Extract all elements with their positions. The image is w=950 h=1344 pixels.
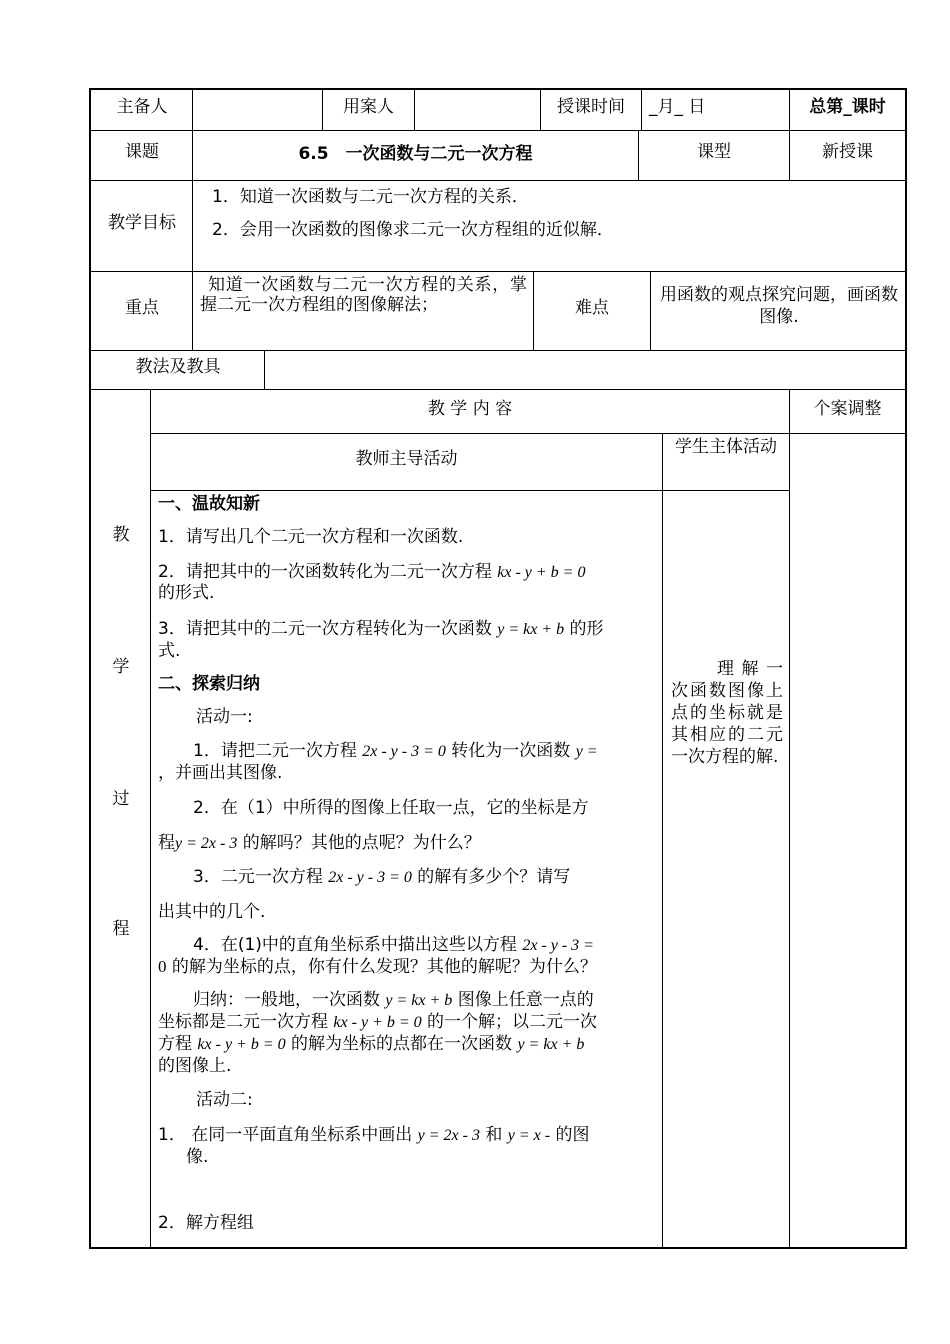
activity-one-item-3-tail: 出其中的几个.: [158, 902, 266, 922]
review-q2-tail: 的形式.: [158, 583, 215, 603]
process-char-1: 教: [112, 525, 130, 545]
date-field: _月_ 日: [649, 97, 706, 117]
methods-label: 教法及教具: [135, 357, 221, 377]
preparer-label: 主备人: [116, 97, 168, 117]
summary-line-4: 的图像上.: [158, 1056, 232, 1076]
goal-item-2: 2．会用一次函数的图像求二元一次方程组的近似解．: [212, 220, 614, 240]
summary-line-1: 归纳：一般地，一次函数 y = kx + b 图像上任意一点的: [193, 990, 594, 1010]
difficulty-label: 难点: [575, 298, 609, 318]
lesson-type-value: 新授课: [822, 142, 873, 162]
activity-one-item-3: 3．二元一次方程 2x - y - 3 = 0 的解有多少个？请写: [193, 867, 571, 887]
content-header: 教 学 内 容: [427, 399, 513, 419]
activity-two-item-1-tail: 像.: [186, 1147, 209, 1167]
process-char-2: 学: [112, 657, 130, 677]
adjust-header: 个案调整: [813, 399, 882, 419]
key-point-label: 重点: [125, 298, 159, 318]
user-label: 用案人: [343, 97, 394, 117]
review-q1: 1．请写出几个二元一次方程和一次函数.: [158, 527, 464, 547]
student-activity-header: 学生主体活动: [675, 437, 777, 457]
teacher-activity-header: 教师主导活动: [355, 449, 458, 469]
section-review-title: 一、温故知新: [158, 494, 260, 514]
activity-two-label: 活动二:: [196, 1090, 253, 1110]
lesson-type-label: 课型: [697, 142, 731, 162]
section-explore-title: 二、探索归纳: [158, 674, 260, 694]
difficulty-value: 用函数的观点探究问题，画函数图像.: [660, 285, 898, 327]
review-q3-tail: 式.: [158, 641, 181, 661]
process-char-3: 过: [112, 789, 130, 809]
activity-one-item-2: 2．在（1）中所得的图像上任取一点，它的坐标是方: [193, 798, 589, 818]
summary-line-2: 坐标都是二元一次方程 kx - y + b = 0 的一个解；以二元一次: [158, 1012, 598, 1032]
activity-one-item-1: 1．请把二元一次方程 2x - y - 3 = 0 转化为一次函数 y =: [193, 741, 598, 761]
activity-one-item-4-tail: 0 的解为坐标的点，你有什么发现？其他的解呢？为什么？: [158, 957, 597, 977]
key-point-value: 知道一次函数与二元一次方程的关系，掌握二元一次方程组的图像解法；: [200, 275, 527, 315]
activity-one-label: 活动一:: [196, 707, 253, 727]
summary-line-3: 方程 kx - y + b = 0 的解为坐标的点都在一次函数 y = kx + b: [158, 1034, 585, 1054]
topic-label: 课题: [125, 142, 159, 162]
student-note: 理解一次函数图像上点的坐标就是其相应的二元一次方程的解.: [671, 659, 783, 767]
activity-two-item-1: 1． 在同一平面直角坐标系中画出 y = 2x - 3 和 y = x - 的图: [158, 1125, 590, 1145]
activity-one-item-4: 4．在(1)中的直角坐标系中描出这些以方程 2x - y - 3 =: [193, 935, 594, 955]
goals-label: 教学目标: [108, 213, 176, 233]
activity-one-item-2-tail: 程y = 2x - 3 的解吗？其他的点呢？为什么？: [158, 833, 481, 853]
period-label: 总第_课时: [809, 97, 886, 117]
goal-item-1: 1．知道一次函数与二元一次方程的关系．: [212, 187, 529, 207]
topic-value: 6.5 一次函数与二元一次方程: [298, 144, 533, 164]
review-q2: 2．请把其中的一次函数转化为二元一次方程 kx - y + b = 0: [158, 562, 586, 582]
review-q3: 3．请把其中的二元一次方程转化为一次函数 y = kx + b 的形: [158, 619, 604, 639]
teaching-time-label: 授课时间: [557, 97, 625, 117]
activity-one-item-1-tail: ，并画出其图像.: [158, 763, 283, 783]
activity-two-item-2: 2．解方程组: [158, 1213, 254, 1233]
process-char-4: 程: [112, 919, 130, 939]
